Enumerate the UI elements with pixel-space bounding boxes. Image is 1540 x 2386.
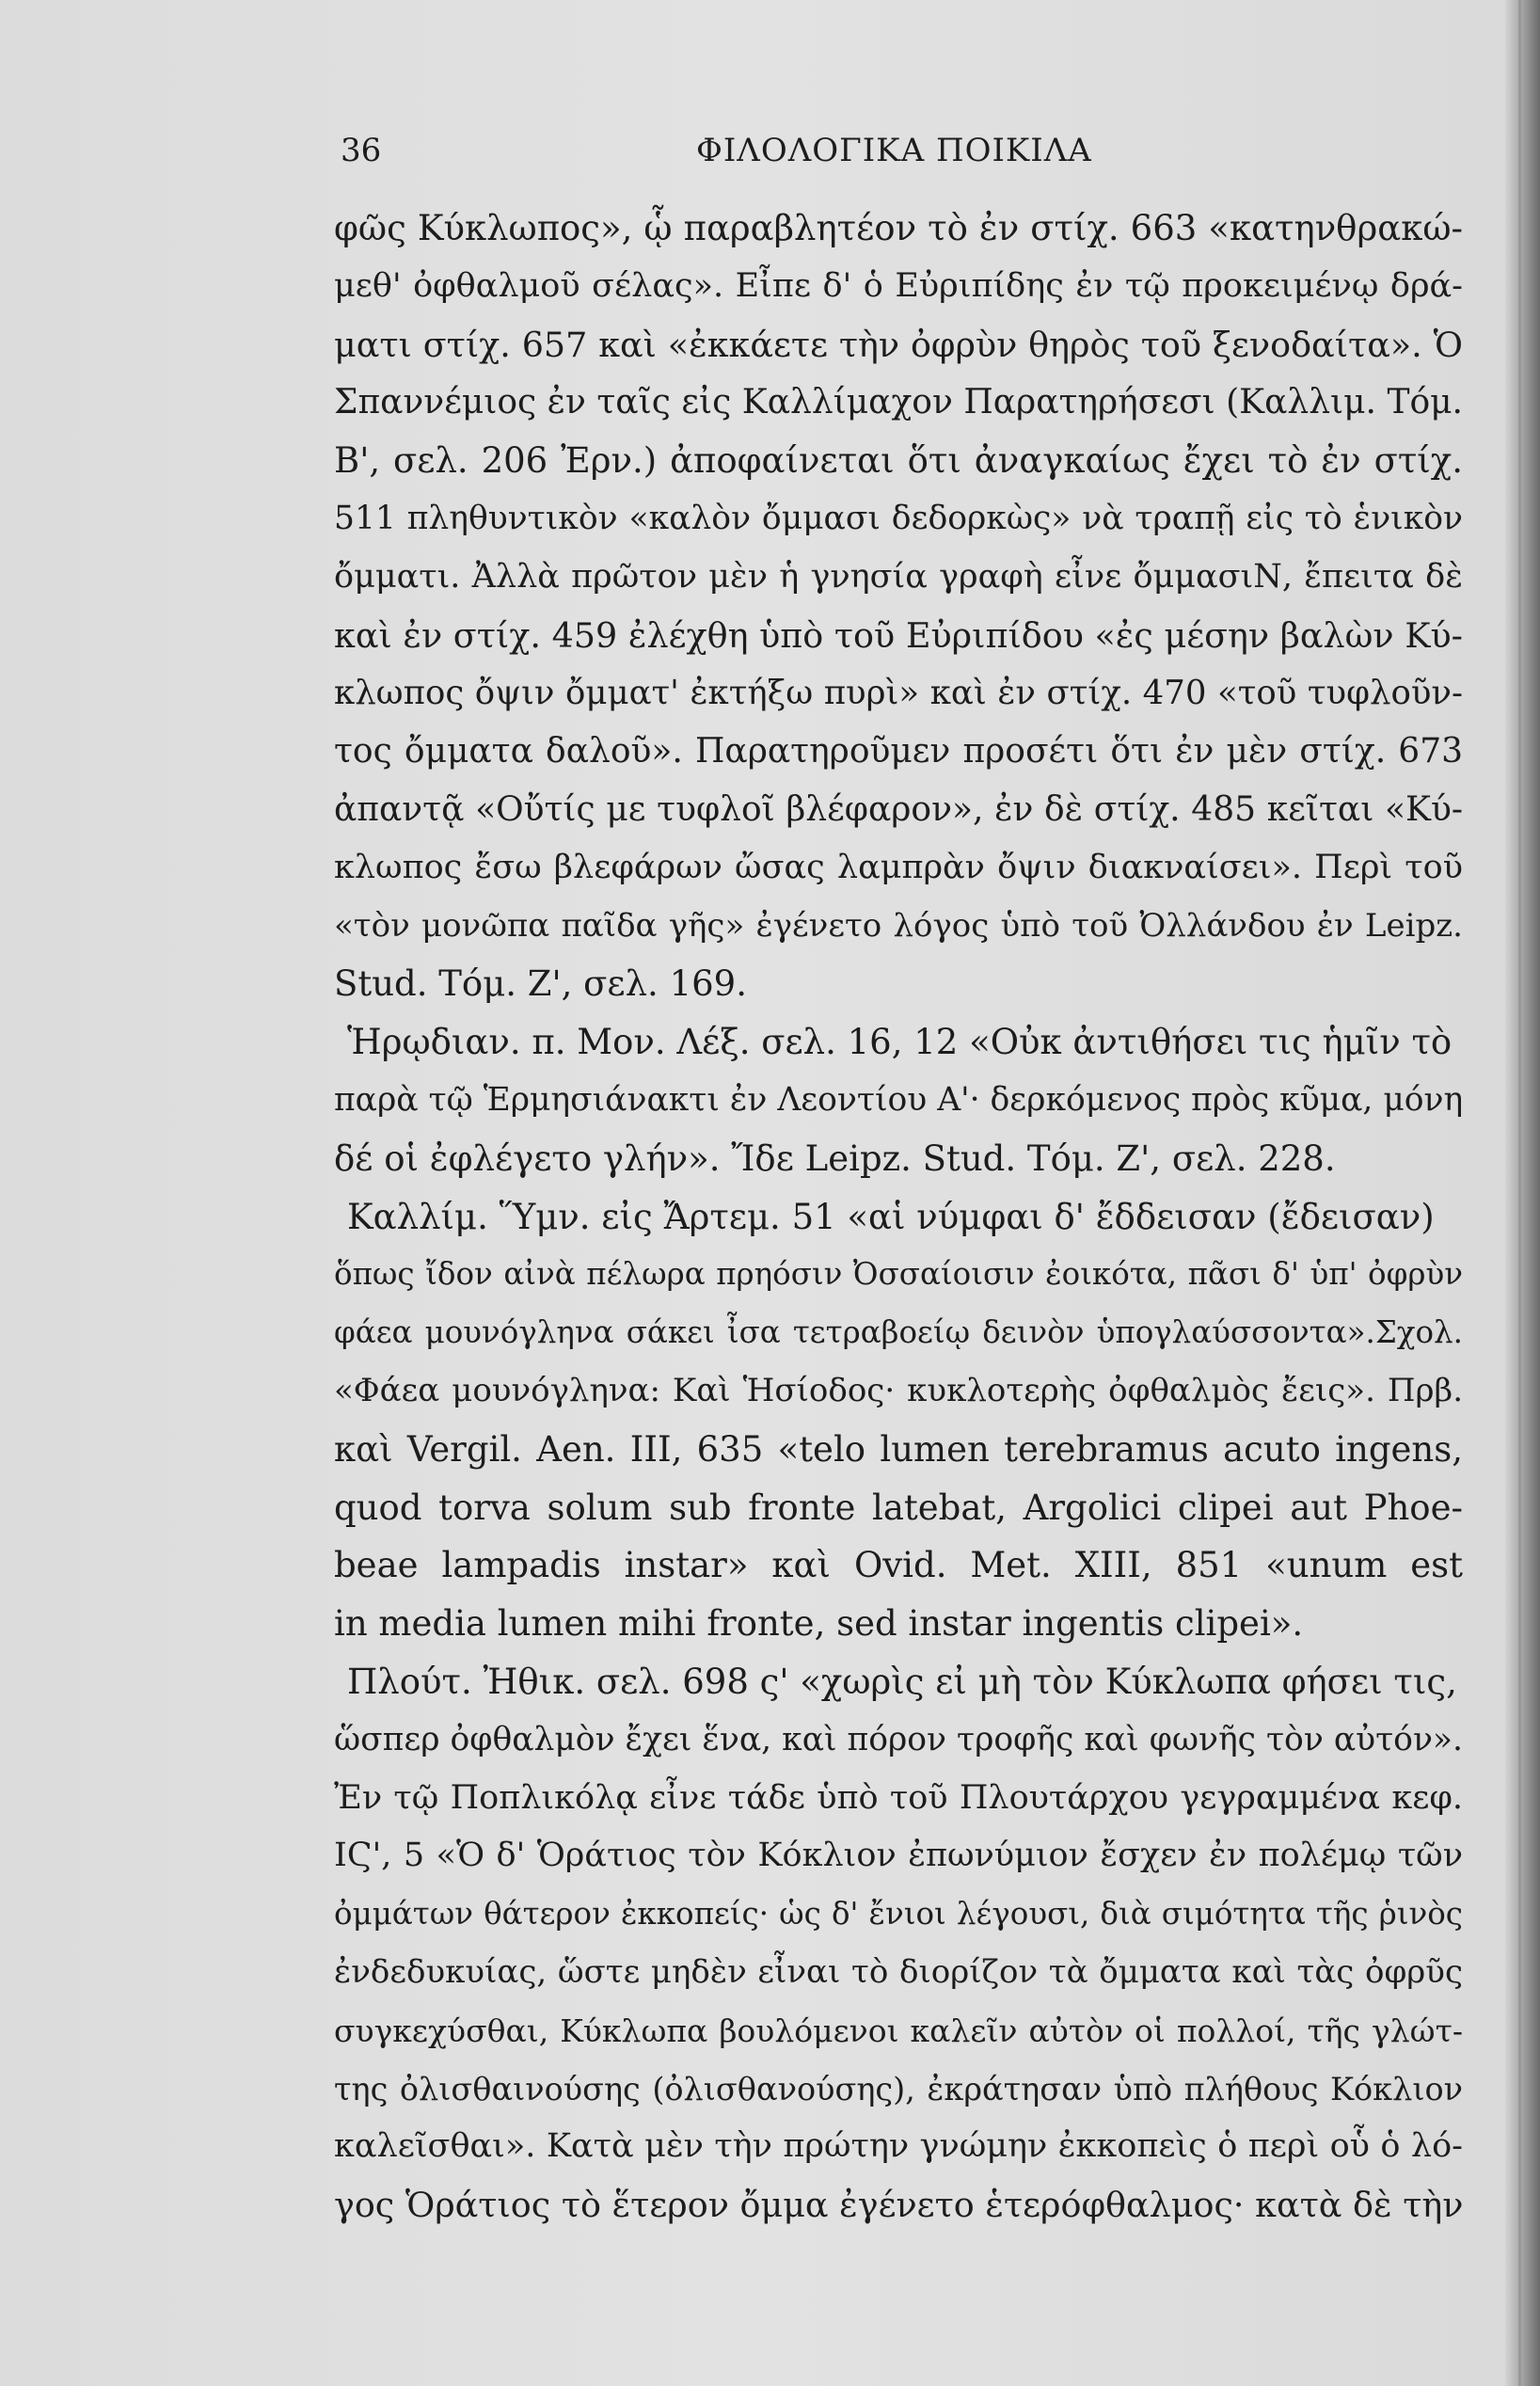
text-line: γος Ὁράτιος τὸ ἕτερον ὄμμα ἐγένετο ἑτερόφθαλμος· κατὰ δὲ τὴν [334,2185,1464,2226]
text-line: 511 πληθυντικὸν «καλὸν ὄμμασι δεδορκὼς» νὰ τραπῇ εἰς τὸ ἑνικὸν [334,499,1463,537]
text-line: Καλλίμ. Ὕμν. εἰς Ἄρτεμ. 51 «αἱ νύμφαι δ' ἔδδεισαν (ἔδεισαν) [347,1196,1435,1237]
text-line: ὅπως ἴδον αἰνὰ πέλωρα πρηόσιν Ὀσσαίοισιν ἐοικότα, πᾶσι δ' ὑπ' ὀφρὺν [334,1256,1463,1293]
text-line: Σπαννέμιος ἐν ταῖς εἰς Καλλίμαχον Παρατηρήσεσι (Καλλιμ. Τόμ. [334,383,1463,422]
text-line: Πλούτ. Ἠθικ. σελ. 698 ς' «χωρὶς εἰ μὴ τὸν Κύκλωπα φήσει τις, [347,1661,1457,1702]
text-line: ὥσπερ ὀφθαλμὸν ἔχει ἕνα, καὶ πόρον τροφῆς καὶ φωνῆς τὸν αὐτόν». [334,1720,1463,1758]
text-line: ὀμμάτων θάτερον ἐκκοπείς· ὡς δ' ἔνιοι λέγουσι, διὰ σιμότητα τῆς ῥινὸς [334,1896,1463,1933]
text-line: ἐνδεδυκυίας, ὥστε μηδὲν εἶναι τὸ διορίζον τὰ ὄμματα καὶ τὰς ὀφρῦς [334,1952,1463,1991]
text-line: καὶ ἐν στίχ. 459 ἐλέχθη ὑπὸ τοῦ Εὐριπίδου «ἐς μέσην βαλὼν Κύ- [334,614,1463,656]
text-line: Β', σελ. 206 Ἐρν.) ἀποφαίνεται ὅτι ἀναγκαίως ἔχει τὸ ἐν στίχ. [334,440,1463,482]
text-line: κλωπος ἔσω βλεφάρων ὤσας λαμπρὰν ὄψιν διακναίσει». Περὶ τοῦ [334,848,1463,886]
text-line: φάεα μουνόγληνα σάκει ἶσα τετραβοείῳ δεινὸν ὑπογλαύσσοντα».Σχολ. [334,1314,1463,1351]
text-line: Ἐν τῷ Ποπλικόλᾳ εἶνε τάδε ὑπὸ τοῦ Πλουτάρχου γεγραμμένα κεφ. [334,1778,1463,1817]
text-line: quod torva solum sub fronte latebat, Argolici clipei aut Phoe- [334,1487,1463,1528]
text-line: κλωπος ὄψιν ὄμματ' ἐκτήξω πυρὶ» καὶ ἐν στίχ. 470 «τοῦ τυφλοῦν- [334,674,1463,713]
text-line: παρὰ τῷ Ἑρμησιάνακτι ἐν Λεοντίου Α'· δερκόμενος πρὸς κῦμα, μόνη [334,1080,1464,1119]
text-line: δέ οἱ ἐφλέγετο γλήν». Ἴδε Leipz. Stud. Τόμ. Ζ', σελ. 228. [334,1137,1336,1179]
text-line: «τὸν μονῶπα παῖδα γῆς» ἐγένετο λόγος ὑπὸ τοῦ Ὀλλάνδου ἐν Leipz. [334,906,1463,945]
text-line: καὶ Vergil. Aen. III, 635 «telo lumen terebramus acuto ingens, [334,1428,1463,1470]
text-line: beae lampadis instar» καὶ Ovid. Met. XIII, 851 «unum est [334,1545,1463,1586]
text-line: ὄμματι. Ἀλλὰ πρῶτον μὲν ἡ γνησία γραφὴ εἶνε ὄμμασιΝ, ἔπειτα δὲ [334,557,1463,596]
text-line: φῶς Κύκλωπος», ᾧ παραβλητέον τὸ ἐν στίχ. 663 «κατηνθρακώ- [334,208,1463,248]
text-line: Stud. Τόμ. Ζ', σελ. 169. [334,963,747,1005]
page-header [0,132,1505,188]
text-line: «Φάεα μουνόγληνα: Καὶ Ἡσίοδος· κυκλοτερὴς ὀφθαλμὸς ἔεις». Πρβ. [334,1371,1463,1409]
body-text [334,199,1463,2235]
text-line: Ἡρῳδιαν. π. Μον. Λέξ. σελ. 16, 12 «Οὐκ ἀντιθήσει τις ἡμῖν τὸ [347,1022,1453,1063]
text-line: in media lumen mihi fronte, sed instar ingentis clipei». [334,1603,1304,1645]
text-line: της ὀλισθαινούσης (ὀλισθανούσης), ἐκράτησαν ὑπὸ πλήθους Κόκλιον [334,2070,1463,2108]
text-line: τος ὄμματα δαλοῦ». Παρατηροῦμεν προσέτι ὅτι ἐν μὲν στίχ. 673 [334,732,1463,771]
text-line: καλεῖσθαι». Κατὰ μὲν τὴν πρώτην γνώμην ἐκκοπεὶς ὁ περὶ οὗ ὁ λό- [334,2127,1463,2166]
text-line: ἀπαντᾷ «Οὔτίς με τυφλοῖ βλέφαρον», ἐν δὲ στίχ. 485 κεῖται «Κύ- [334,789,1463,829]
text-line: ματι στίχ. 657 καὶ «ἐκκάετε τὴν ὀφρὺν θηρὸς τοῦ ξενοδαίτα». Ὁ [334,324,1463,365]
page-gutter-shadow [1505,0,1540,2386]
page-number: 36 [341,132,382,169]
text-line: συγκεχύσθαι, Κύκλωπα βουλόμενοι καλεῖν αὐτὸν οἱ πολλοί, τῆς γλώτ- [334,2012,1463,2049]
running-head: ΦΙΛΟΛΟΓΙΚΑ ΠΟΙΚΙΛΑ [696,132,1092,169]
text-line: μεθ' ὀφθαλμοῦ σέλας». Εἶπε δ' ὁ Εὐριπίδης ἐν τῷ προκειμένῳ δρά- [334,266,1463,305]
text-line: ΙϚ', 5 «Ὁ δ' Ὁράτιος τὸν Κόκλιον ἐπωνύμιον ἔσχεν ἐν πολέμῳ τῶν [334,1837,1463,1875]
